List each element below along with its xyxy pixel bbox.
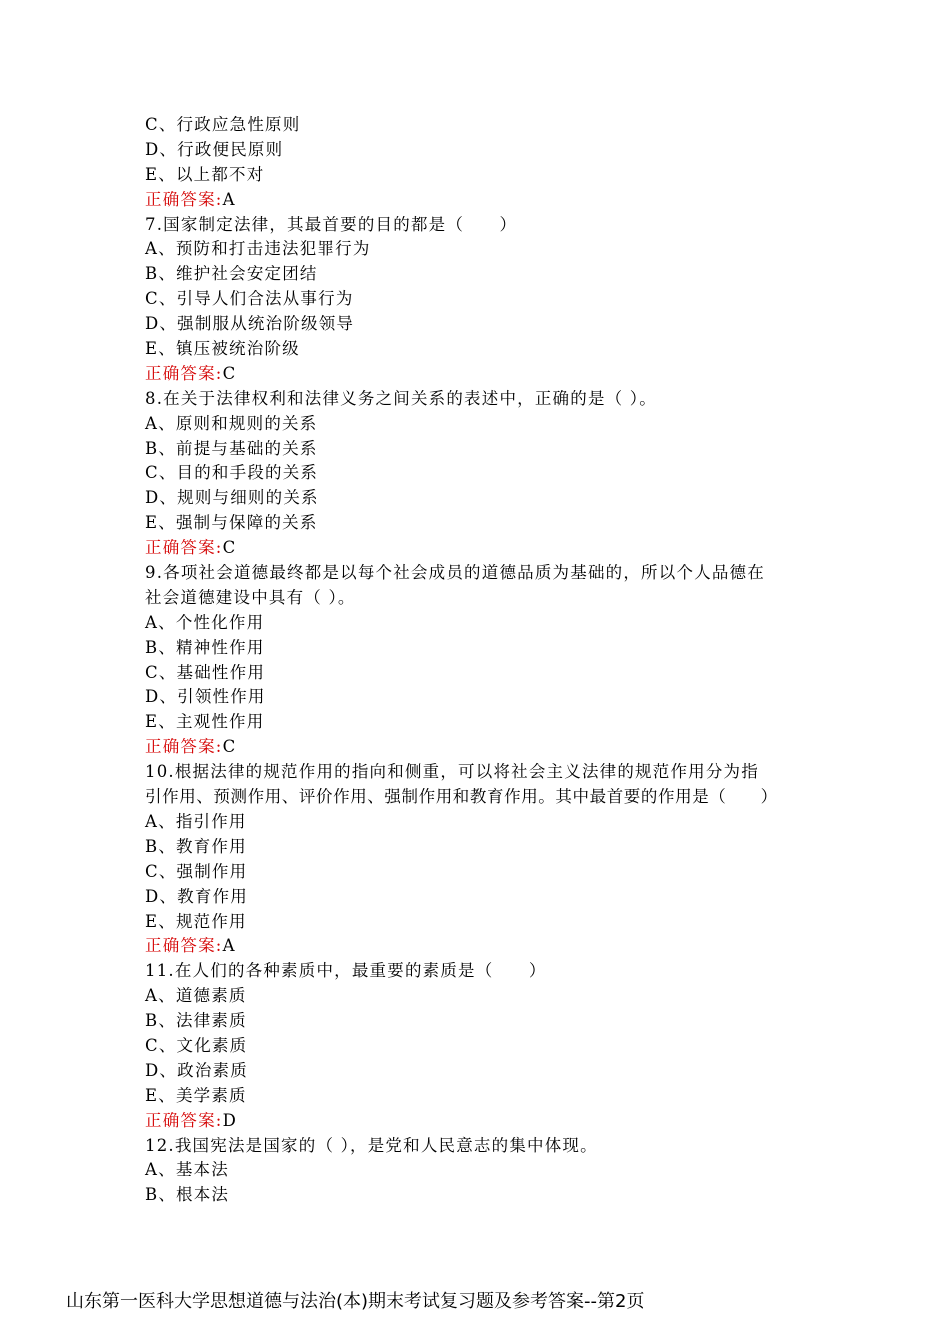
option-item: D、政治素质 xyxy=(145,1060,248,1080)
option-item: C、强制作用 xyxy=(145,861,248,881)
option-item: C、引导人们合法从事行为 xyxy=(145,289,354,309)
option-item: B、精神性作用 xyxy=(145,637,265,657)
question-text: 引作用、预测作用、评价作用、强制作用和教育作用。其中最首要的作用是（ ） xyxy=(145,787,778,807)
option-item: D、强制服从统治阶级领导 xyxy=(145,314,355,334)
option-item: B、前提与基础的关系 xyxy=(145,438,318,458)
option-item: E、镇压被统治阶级 xyxy=(145,339,300,359)
option-item: E、以上都不对 xyxy=(145,164,265,184)
question-text: 9.各项社会道德最终都是以每个社会成员的道德品质为基础的，所以个人品德在 xyxy=(145,563,765,583)
option-item: E、强制与保障的关系 xyxy=(145,513,318,533)
option-item: E、美学素质 xyxy=(145,1085,247,1105)
option-item: A、原则和规则的关系 xyxy=(145,413,318,433)
option-item: E、规范作用 xyxy=(145,911,247,931)
answer-value: C xyxy=(222,363,237,383)
answer-label: 正确答案: xyxy=(145,737,223,757)
answer-line xyxy=(145,362,825,387)
question-text: 8.在关于法律权利和法律义务之间关系的表述中，正确的是（ ）。 xyxy=(145,388,657,408)
answer-value: A xyxy=(222,189,236,209)
question-text: 社会道德建设中具有（ ）。 xyxy=(145,587,356,607)
answer-label: 正确答案: xyxy=(145,189,223,209)
answer-line xyxy=(145,735,825,760)
answer-value: D xyxy=(222,1110,237,1130)
option-item: D、引领性作用 xyxy=(145,687,266,707)
option-item: D、规则与细则的关系 xyxy=(145,488,319,508)
question-text: 7.国家制定法律，其最首要的目的都是（ ） xyxy=(145,214,518,234)
answer-label: 正确答案: xyxy=(145,538,223,558)
answer-value: A xyxy=(222,936,236,956)
answer-line xyxy=(145,536,825,561)
option-item: B、维护社会安定团结 xyxy=(145,264,318,284)
answer-line xyxy=(145,1109,825,1134)
option-item: A、基本法 xyxy=(145,1160,229,1180)
question-text: 12.我国宪法是国家的（ ），是党和人民意志的集中体现。 xyxy=(145,1135,598,1155)
option-item: D、教育作用 xyxy=(145,886,248,906)
page-footer: 山东第一医科大学思想道德与法治(本)期末考试复习题及参考答案--第2页 xyxy=(66,1291,645,1312)
option-item: A、道德素质 xyxy=(145,986,247,1006)
option-item: B、根本法 xyxy=(145,1185,230,1205)
option-item: B、法律素质 xyxy=(145,1011,247,1031)
option-item: A、预防和打击违法犯罪行为 xyxy=(145,239,371,259)
answer-label: 正确答案: xyxy=(145,936,223,956)
answer-line xyxy=(145,188,825,213)
question-text: 11.在人们的各种素质中，最重要的素质是（ ） xyxy=(145,961,547,981)
option-item: A、个性化作用 xyxy=(145,612,265,632)
option-item: C、目的和手段的关系 xyxy=(145,463,319,483)
option-item: C、行政应急性原则 xyxy=(145,115,301,134)
answer-line xyxy=(145,934,825,959)
answer-value: C xyxy=(222,538,237,558)
option-item: C、文化素质 xyxy=(145,1035,248,1055)
answer-value: C xyxy=(222,737,237,757)
option-item: B、教育作用 xyxy=(145,836,247,856)
option-item: A、指引作用 xyxy=(145,811,247,831)
document-body xyxy=(145,113,825,1208)
option-item: D、行政便民原则 xyxy=(145,139,284,159)
option-item: E、主观性作用 xyxy=(145,712,265,732)
answer-label: 正确答案: xyxy=(145,363,223,383)
option-item: C、基础性作用 xyxy=(145,662,266,682)
answer-label: 正确答案: xyxy=(145,1110,223,1130)
question-text: 10.根据法律的规范作用的指向和侧重，可以将社会主义法律的规范作用分为指 xyxy=(145,762,759,782)
